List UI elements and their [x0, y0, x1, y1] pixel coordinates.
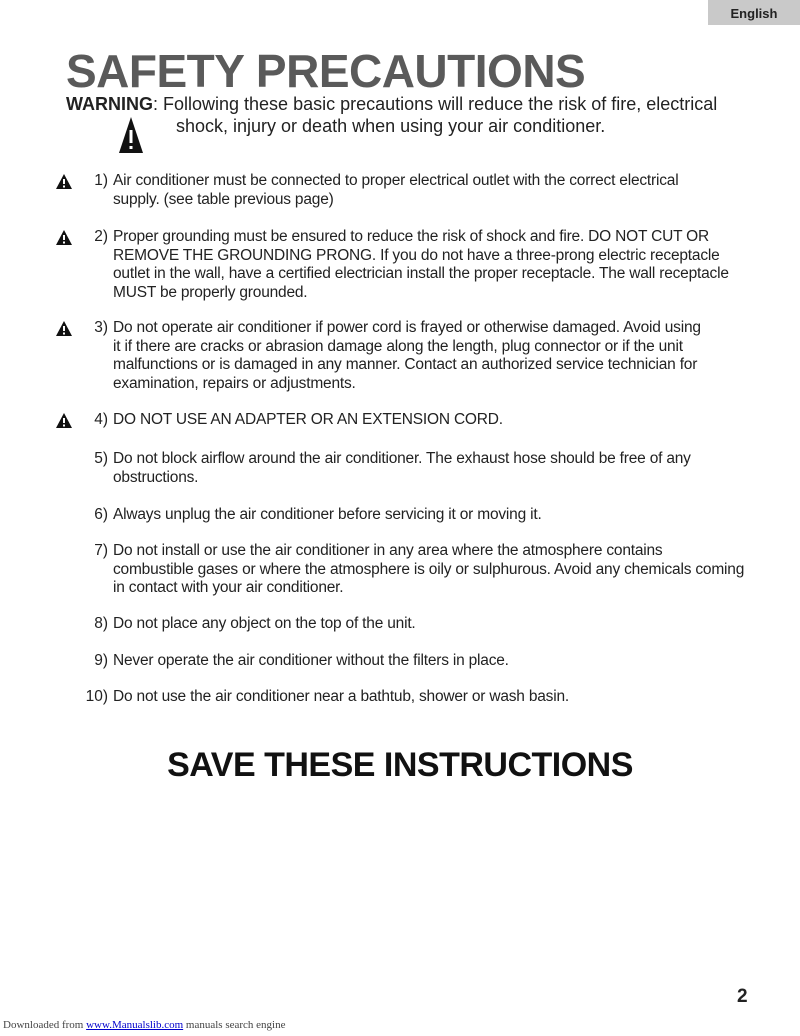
item-text-line: Never operate the air conditioner without the filters in place.	[113, 652, 509, 669]
item-number: 7)	[94, 542, 108, 559]
item-text-line: Do not use the air conditioner near a bathtub, shower or wash basin.	[113, 688, 569, 705]
item-text-line: outlet in the wall, have a certified electrician install the proper receptacle. The wall receptacle	[113, 265, 729, 282]
item-text-line: obstructions.	[113, 468, 199, 486]
item-text-line: examination, repairs or adjustments.	[113, 374, 356, 392]
item-text-line: Air conditioner must be connected to proper electrical outlet with the correct electrical	[113, 172, 679, 189]
item-text-line: in contact with your air conditioner.	[113, 579, 344, 596]
warning-triangle-icon	[56, 230, 72, 245]
item-text	[113, 688, 569, 707]
item-number: 10)	[85, 688, 108, 705]
item-text	[113, 319, 701, 393]
item-number: 3)	[94, 319, 108, 336]
warning-text-line1: : Following these basic precautions will reduce the risk of fire, electrical	[153, 94, 718, 114]
item-number: 9)	[94, 652, 108, 669]
item-text	[113, 542, 744, 598]
item-text-line: Do not operate air conditioner if power cord is frayed or otherwise damaged. Avoid using	[113, 319, 701, 336]
page-title: SAFETY PRECAUTIONS	[66, 45, 586, 97]
item-text	[113, 411, 503, 430]
footer-suffix: manuals search engine	[183, 1019, 286, 1031]
warning-triangle-icon	[119, 117, 143, 153]
item-text-line: REMOVE THE GROUNDING PRONG. If you do not have a three-prong electric receptacle	[113, 246, 720, 264]
item-number: 8)	[94, 615, 108, 632]
download-footer	[3, 1019, 285, 1031]
item-number: 6)	[94, 506, 108, 523]
warning-triangle-icon	[56, 413, 72, 428]
item-text-line: it if there are cracks or abrasion damage along the length, plug connector or if the unit	[113, 337, 683, 355]
warning-text-line2: shock, injury or death when using your air conditioner.	[176, 116, 606, 136]
item-text	[113, 506, 542, 525]
item-text-line: DO NOT USE AN ADAPTER OR AN EXTENSION CORD.	[113, 411, 503, 428]
item-text-line: Always unplug the air conditioner before servicing it or moving it.	[113, 506, 542, 523]
item-text	[113, 228, 729, 302]
item-text-line: combustible gases or where the atmosphere is oily or sulphurous. Avoid any chemicals coming	[113, 560, 745, 578]
item-number: 5)	[94, 450, 108, 467]
manualslib-link[interactable]: www.Manualslib.com	[86, 1019, 184, 1031]
warning-label: WARNING	[66, 94, 153, 114]
item-number: 4)	[94, 411, 108, 428]
warning-triangle-icon	[56, 321, 72, 336]
language-tab: English	[708, 0, 800, 25]
item-text	[113, 172, 678, 209]
item-text-line: Proper grounding must be ensured to reduce the risk of shock and fire. DO NOT CUT OR	[113, 228, 710, 245]
item-text	[113, 652, 509, 671]
item-number: 2)	[94, 228, 108, 245]
item-text-line: Do not install or use the air conditioner in any area where the atmosphere contains	[113, 542, 663, 559]
item-text	[113, 450, 691, 487]
warning-statement	[66, 93, 718, 136]
page-number: 2	[737, 986, 748, 1007]
item-text-line: malfunctions or is damaged in any manner. Contact an authorized service technician for	[113, 356, 698, 373]
item-number: 1)	[94, 172, 108, 189]
footer-prefix: Downloaded from	[3, 1019, 87, 1031]
save-instructions-heading: SAVE THESE INSTRUCTIONS	[167, 746, 633, 784]
item-text	[113, 615, 416, 634]
warning-triangle-icon	[56, 174, 72, 189]
item-text-line: supply. (see table previous page)	[113, 190, 334, 208]
item-text-line: Do not block airflow around the air conditioner. The exhaust hose should be free of any	[113, 450, 691, 467]
item-text-line: Do not place any object on the top of the unit.	[113, 615, 416, 632]
item-text-line: MUST be properly grounded.	[113, 283, 308, 301]
